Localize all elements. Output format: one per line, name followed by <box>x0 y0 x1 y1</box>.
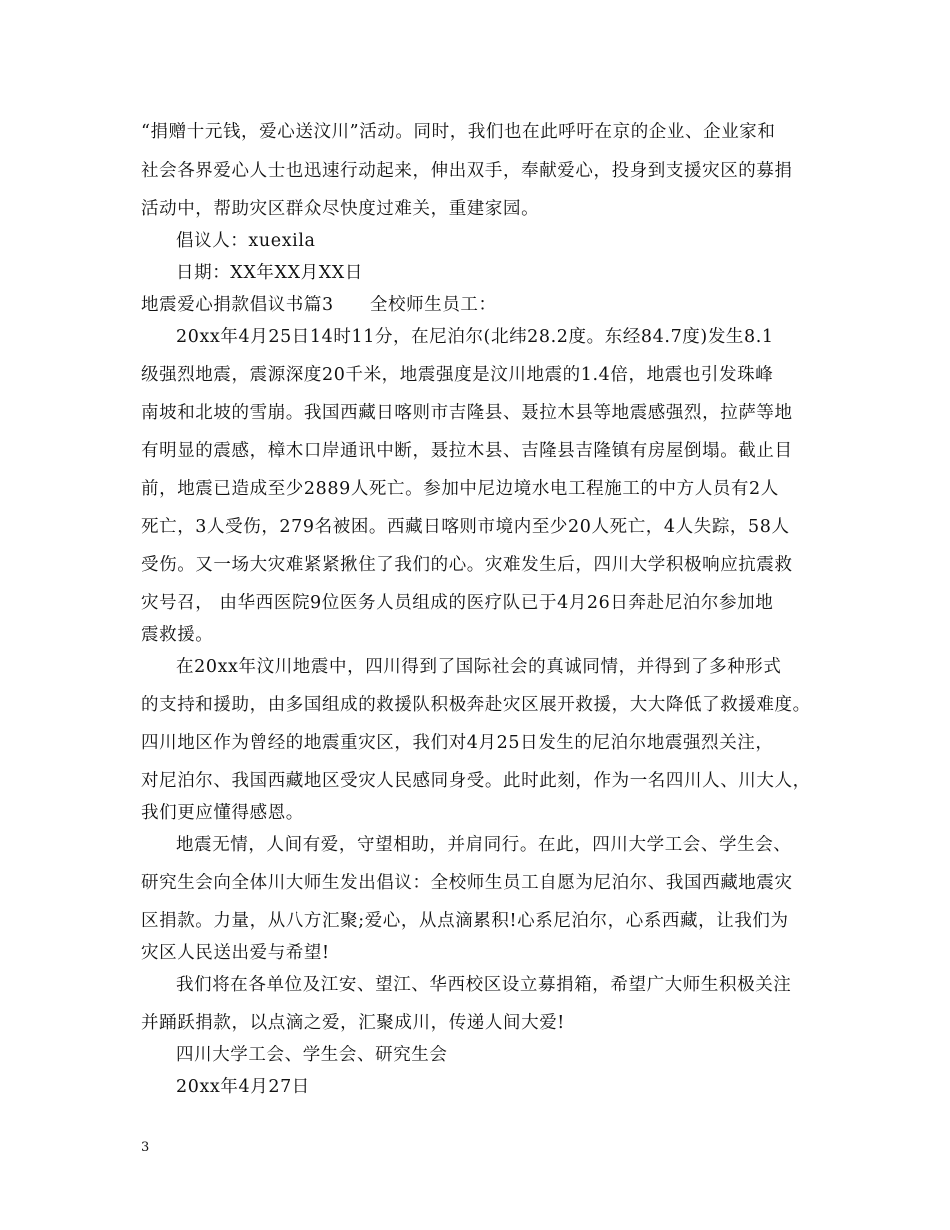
body-line: 我们更应懂得感恩。 <box>141 803 304 823</box>
body-line: 有明显的震感，樟木口岸通讯中断，聂拉木县、吉隆县吉隆镇有房屋倒塌。截止目 <box>141 441 793 461</box>
body-line: 社会各界爱心人士也迅速行动起来，伸出双手，奉献爱心，投身到支援灾区的募捐 <box>141 161 793 181</box>
body-line: 灾号召， 由华西医院9位医务人员组成的医疗队已于4月26日奔赴尼泊尔参加地 <box>141 593 774 613</box>
body-line: 受伤。又一场大灾难紧紧揪住了我们的心。灾难发生后，四川大学积极响应抗震救 <box>141 555 793 575</box>
body-line: 活动中，帮助灾区群众尽快度过难关，重建家园。 <box>141 199 540 219</box>
body-line: 震救援。 <box>141 625 214 645</box>
body-line: 灾区人民送出爱与希望! <box>141 943 330 963</box>
body-line: “捐赠十元钱，爱心送汶川”活动。同时，我们也在此呼吁在京的企业、企业家和 <box>141 122 776 142</box>
body-line: 研究生会向全体川大师生发出倡议：全校师生员工自愿为尼泊尔、我国西藏地震灾 <box>141 873 793 893</box>
body-line: 我们将在各单位及江安、望江、华西校区设立募捐箱，希望广大师生积极关注 <box>176 975 792 995</box>
body-line: 前，地震已造成至少2889人死亡。参加中尼边境水电工程施工的中方人员有2人 <box>141 479 779 499</box>
signature-date-line: 20xx年4月27日 <box>176 1077 310 1097</box>
initiator-line: 倡议人：xuexila <box>176 231 316 251</box>
body-line: 对尼泊尔、我国西藏地区受灾人民感同身受。此时此刻，作为一名四川人、川大人， <box>141 771 811 791</box>
body-line: 区捐款。力量，从八方汇聚;爱心，从点滴累积!心系尼泊尔，心系西藏，让我们为 <box>141 911 789 931</box>
body-line: 并踊跃捐款，以点滴之爱，汇聚成川，传递人间大爱! <box>141 1013 565 1033</box>
body-line: 在20xx年汶川地震中，四川得到了国际社会的真诚同情，并得到了多种形式 <box>176 657 782 677</box>
signature-line: 四川大学工会、学生会、研究生会 <box>176 1045 448 1065</box>
date-line: 日期：XX年XX月XX日 <box>176 263 363 283</box>
body-line: 20xx年4月25日14时11分，在尼泊尔(北纬28.2度。东经84.7度)发生8.1 <box>176 327 774 347</box>
body-line: 死亡，3人受伤，279名被困。西藏日喀则市境内至少20人死亡，4人失踪，58人 <box>141 517 790 537</box>
page-number: 3 <box>141 1140 150 1155</box>
section-heading: 地震爱心捐款倡议书篇3 全校师生员工： <box>141 295 497 315</box>
body-line: 的支持和援助，由多国组成的救援队积极奔赴灾区展开救援，大大降低了救援难度。 <box>141 695 811 715</box>
body-line: 南坡和北坡的雪崩。我国西藏日喀则市吉隆县、聂拉木县等地震感强烈，拉萨等地 <box>141 403 793 423</box>
body-line: 级强烈地震，震源深度20千米，地震强度是汶川地震的1.4倍，地震也引发珠峰 <box>141 365 774 385</box>
body-line: 四川地区作为曾经的地震重灾区，我们对4月25日发生的尼泊尔地震强烈关注， <box>141 733 774 753</box>
body-line: 地震无情，人间有爱，守望相助，并肩同行。在此，四川大学工会、学生会、 <box>176 835 792 855</box>
